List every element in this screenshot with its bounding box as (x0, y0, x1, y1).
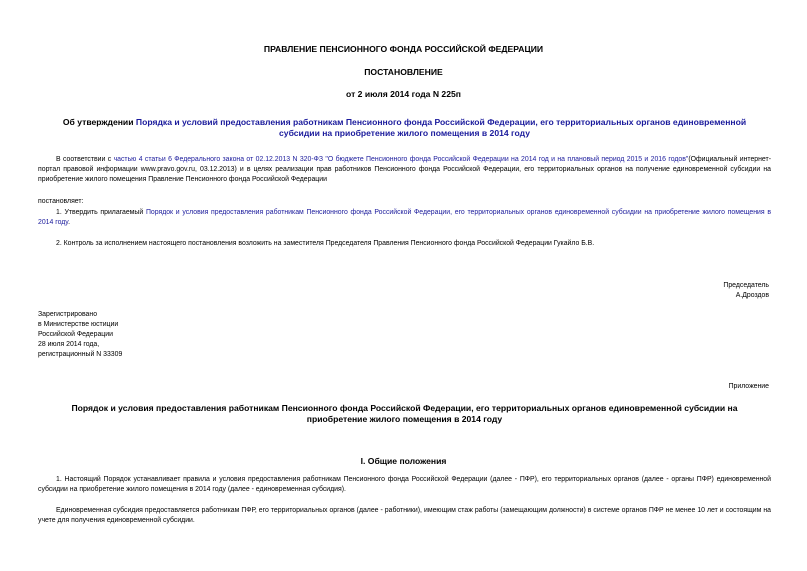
appendix-title-line1: Порядок и условия предоставления работникам Пенсионного фонда Российской Федерации, его территориальных органов единовременной субсидии на (71, 403, 738, 413)
item1-prefix: 1. Утвердить прилагаемый (56, 209, 146, 216)
registration-line: 28 июля 2014 года, (38, 341, 100, 348)
doc-type-heading: ПОСТАНОВЛЕНИЕ (364, 67, 443, 77)
signatory-name: А.Дроздов (735, 292, 769, 299)
item1-suffix: . (68, 219, 70, 226)
title-link-line2[interactable]: субсидии на приобретение жилого помещения в 2014 году (279, 128, 530, 138)
item-1 (38, 208, 771, 228)
registration-block (38, 310, 122, 360)
preamble-paragraph (38, 155, 771, 185)
title-link-line1[interactable]: Порядка и условий предоставления работникам Пенсионного фонда Российской Федерации, его территориальных органов единовременной (135, 117, 747, 127)
registration-line: Зарегистрировано (38, 311, 98, 318)
registration-line: Российской Федерации (38, 331, 113, 338)
date-number-heading: от 2 июля 2014 года N 225п (346, 89, 461, 99)
title-prefix: Об утверждении (62, 117, 136, 127)
org-heading: ПРАВЛЕНИЕ ПЕНСИОННОГО ФОНДА РОССИЙСКОЙ ФЕДЕРАЦИИ (263, 44, 544, 54)
section1-paragraph-1: 1. Настоящий Порядок устанавливает правила и условия предоставления работникам Пенсионного фонда Российской Федерации (далее - ПФР), его территориальных органов (далее - органы ПФР) единовременной субсидии на приобретение жилого помещения в 2014 году (далее - единовременная субсидия). (38, 476, 771, 493)
appendix-title-line2: приобретение жилого помещения в 2014 году (306, 414, 503, 424)
appendix-title (38, 403, 771, 425)
registration-line: регистрационный N 33309 (38, 351, 123, 358)
procedure-link[interactable]: Порядок и условия предоставления работникам Пенсионного фонда Российской Федерации, его территориальных органов единовременной субсидии на приобретение жилого помещения в 2014 году (38, 209, 771, 226)
signature-block (723, 281, 769, 301)
document-title (38, 117, 771, 139)
resolves-label: постановляет: (38, 198, 84, 205)
law-link[interactable]: частью 4 статьи 6 Федерального закона от 02.12.2013 N 320-ФЗ "О бюджете Пенсионного фонда Российской Федерации на 2014 год и на плановый период 2015 и 2016 годов" (113, 156, 689, 163)
item-2: 2. Контроль за исполнением настоящего постановления возложить на заместителя Председателя Правления Пенсионного фонда Российской Федерации Гукайло Б.В. (56, 240, 595, 247)
preamble-intro: В соответствии с (56, 156, 114, 163)
section1-paragraph-2: Единовременная субсидия предоставляется работникам ПФР, его территориальных органов (далее - работники), имеющим стаж работы (замещающим должности) в системе органов ПФР не менее 10 лет и состоящим на учете для получения единовременной субсидии. (38, 507, 771, 524)
preamble-rest: (Официальный интернет-портал правовой информации www.pravo.gov.ru, 03.12.2013) и в целях реализации прав работников Пенсионного фонда Российской Федерации, его территориальных органов на получение единовременной субсидии на приобретение жилого помещения Правление Пенсионного фонда Российской Федерации (38, 156, 771, 183)
section-heading: I. Общие положения (360, 456, 447, 466)
signatory-title: Председатель (723, 282, 769, 289)
registration-line: в Министерстве юстиции (38, 321, 119, 328)
appendix-label: Приложение (728, 383, 769, 390)
